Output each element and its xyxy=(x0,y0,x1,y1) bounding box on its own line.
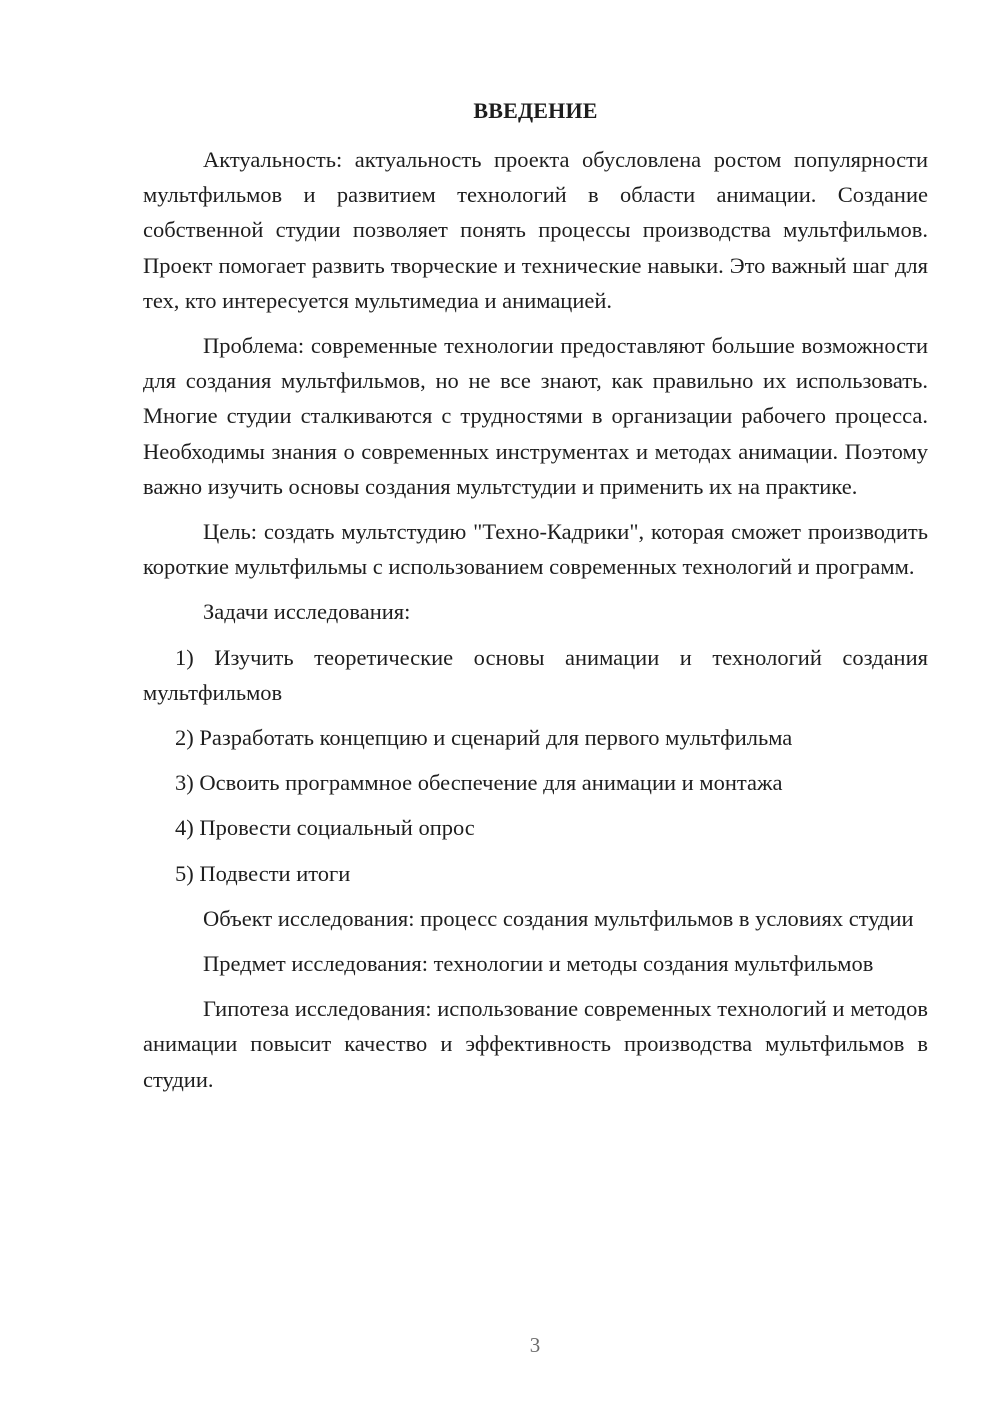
page-number: 3 xyxy=(529,1333,541,1357)
task-item-1: 1) Изучить теоретические основы анимации и технологий создания мультфильмов xyxy=(143,644,928,705)
task-item-2: 2) Разработать концепцию и сценарий для первого мультфильма xyxy=(175,725,793,751)
document-page xyxy=(143,96,928,1107)
task-item-5: 5) Подвести итоги xyxy=(175,860,351,886)
hypothesis-paragraph: Гипотеза исследования: использование современных технологий и методов анимации повысит качество и эффективность производства мультфильмов в студии. xyxy=(143,996,928,1092)
subject-paragraph: Предмет исследования: технологии и методы создания мультфильмов xyxy=(203,951,874,977)
task-item-3: 3) Освоить программное обеспечение для анимации и монтажа xyxy=(175,770,783,796)
tasks-heading: Задачи исследования: xyxy=(203,599,411,625)
task-item-4: 4) Провести социальный опрос xyxy=(175,815,475,841)
page-title: ВВЕДЕНИЕ xyxy=(473,98,598,123)
object-paragraph: Объект исследования: процесс создания мультфильмов в условиях студии xyxy=(203,905,914,931)
goal-paragraph: Цель: создать мультстудию "Техно-Кадрики", которая сможет производить короткие мультфильмы с использованием современных технологий и программ. xyxy=(143,519,928,580)
relevance-paragraph: Актуальность: актуальность проекта обусловлена ростом популярности мультфильмов и развитием технологий в области анимации. Создание собственной студии позволяет понять процессы производства мультфильмов. Проект помогает развить творческие и технические навыки. Это важный шаг для тех, кто интересуется мультимедиа и анимацией. xyxy=(143,147,928,313)
problem-paragraph: Проблема: современные технологии предоставляют большие возможности для создания мультфильмов, но не все знают, как правильно их использовать. Многие студии сталкиваются с трудностями в организации рабочего процесса. Необходимы знания о современных инструментах и методах анимации. Поэтому важно изучить основы создания мультстудии и применить их на практике. xyxy=(143,333,928,499)
